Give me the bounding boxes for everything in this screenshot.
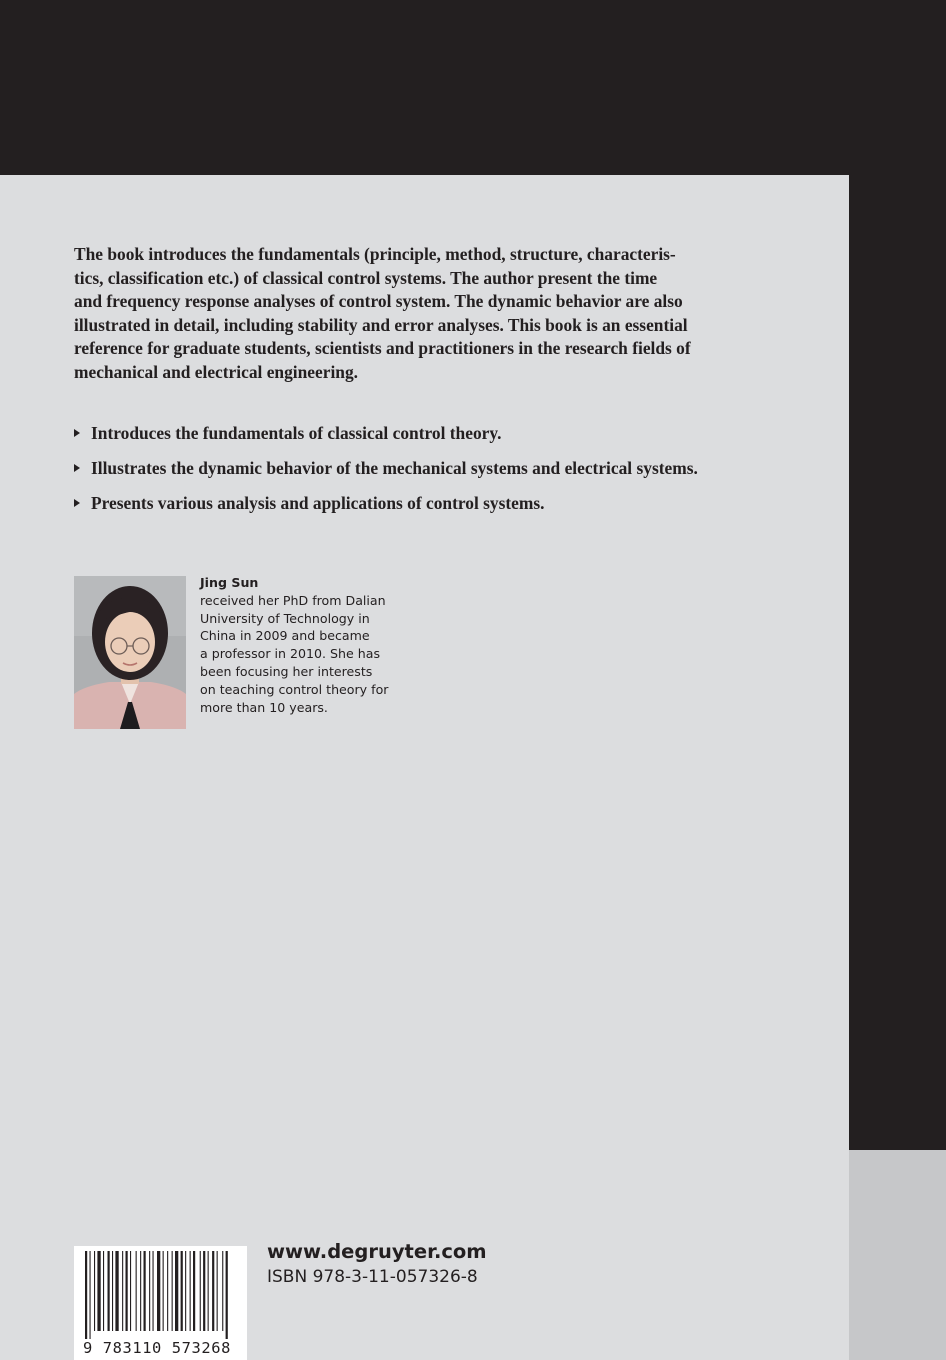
- barcode-bar: [181, 1251, 183, 1331]
- barcode-bar: [136, 1251, 137, 1331]
- publisher-website[interactable]: www.degruyter.com: [267, 1240, 487, 1263]
- back-cover-panel: [0, 175, 849, 1360]
- author-bio-text: received her PhD from Dalian University of Technology in China in 2009 and became a professor in 2010. She has been focusing her interests on teaching control theory for more than 10 years.: [200, 592, 389, 715]
- author-name: Jing Sun: [200, 575, 259, 590]
- barcode-bar: [108, 1251, 110, 1331]
- barcode-bar: [94, 1251, 95, 1331]
- barcode-digits: 9 783110 573268: [83, 1339, 231, 1357]
- feature-item: [74, 456, 814, 491]
- barcode-bar: [208, 1251, 209, 1331]
- barcode-bar: [149, 1251, 150, 1331]
- cover-edge-strip: [849, 1150, 946, 1360]
- barcode-bar: [185, 1251, 186, 1331]
- author-photo: [74, 576, 186, 729]
- feature-text: Illustrates the dynamic behavior of the mechanical systems and electrical systems.: [91, 458, 698, 478]
- barcode-bar: [126, 1251, 128, 1331]
- barcode-bar: [163, 1251, 164, 1331]
- barcode-bar: [175, 1251, 178, 1331]
- barcode-bar: [97, 1251, 100, 1331]
- isbn-barcode: [74, 1246, 247, 1360]
- barcode-bar: [90, 1251, 91, 1339]
- barcode-bar: [103, 1251, 104, 1331]
- triangle-bullet-icon: [74, 499, 80, 507]
- feature-list: [74, 421, 814, 526]
- barcode-bar: [153, 1251, 154, 1331]
- barcode-bar: [222, 1251, 223, 1331]
- triangle-bullet-icon: [74, 464, 80, 472]
- feature-item: [74, 491, 814, 526]
- barcode-bar: [226, 1251, 228, 1339]
- barcode-bars: [84, 1251, 236, 1339]
- barcode-bar: [167, 1251, 168, 1331]
- barcode-bar: [122, 1251, 123, 1331]
- barcode-bar: [190, 1251, 191, 1331]
- barcode-bar: [115, 1251, 118, 1331]
- barcode-bar: [212, 1251, 214, 1331]
- barcode-bar: [200, 1251, 201, 1331]
- barcode-bar: [130, 1251, 131, 1331]
- isbn-number: ISBN 978-3-11-057326-8: [267, 1267, 478, 1287]
- feature-text: Presents various analysis and applications of control systems.: [91, 493, 545, 513]
- barcode-bar: [217, 1251, 218, 1331]
- feature-text: Introduces the fundamentals of classical control theory.: [91, 423, 502, 443]
- feature-item: [74, 421, 814, 456]
- barcode-bar: [172, 1251, 173, 1331]
- barcode-bar: [144, 1251, 146, 1331]
- barcode-bar: [85, 1251, 87, 1339]
- barcode-bar: [193, 1251, 195, 1331]
- triangle-bullet-icon: [74, 429, 80, 437]
- barcode-bar: [157, 1251, 160, 1331]
- barcode-bar: [140, 1251, 141, 1331]
- author-bio: [200, 574, 430, 716]
- barcode-bar: [112, 1251, 113, 1331]
- book-description: The book introduces the fundamentals (principle, method, structure, characteris- tics, classification etc.) of classical control systems. The author present the time and frequency response analyses of control system. The dynamic behavior are also illustrated in detail, including stability and error analyses. This book is an essential reference for graduate students, scientists and practitioners in the research fields of mechanical and electrical engineering.: [74, 244, 691, 382]
- barcode-bar: [203, 1251, 205, 1331]
